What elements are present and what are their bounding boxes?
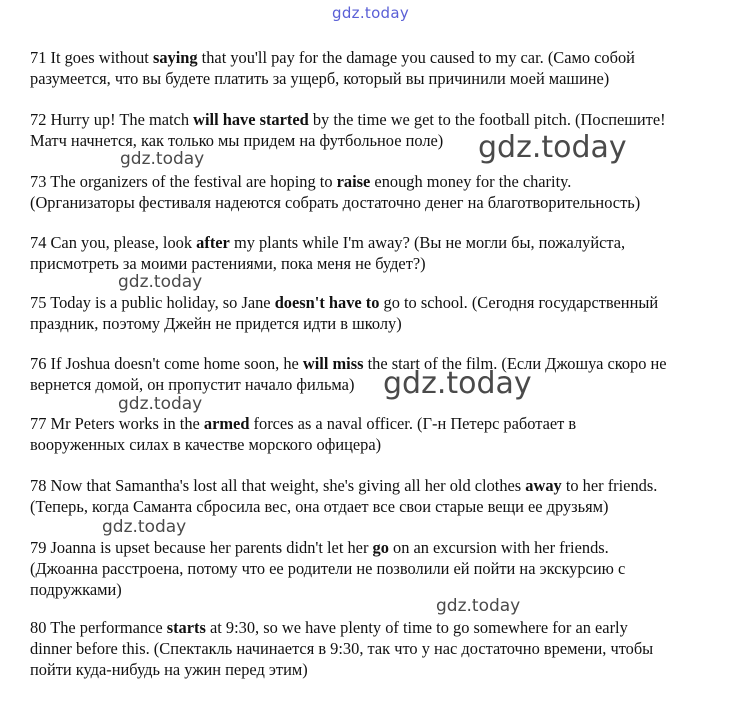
answer: raise [336,172,371,191]
translation: вернется домой, он пропустит начало фильма) [30,375,355,394]
answer: away [525,476,562,495]
exercise-item-73: 73 The organizers of the festival are hoping to raise enough money for the charity. (Организаторы фестиваля надеются собрать достаточно денег на благотворительность) [30,171,745,213]
translation-continued: подружками) [30,580,122,599]
item-number: 75 [30,293,47,312]
answer: doesn't have to [274,293,380,312]
translation: Матч начнется, как только мы придем на футбольное поле) [30,131,444,150]
watermark: gdz.today [120,149,205,169]
exercise-item-72: 72 Hurry up! The match will have started by the time we get to the football pitch. (Поспешите! Матч начнется, как только мы придем на футбольное поле) [30,109,745,151]
exercise-item-74: 74 Can you, please, look after my plants while I'm away? (Вы не могли бы, пожалуйста, присмотреть за моими растениями, пока меня не будет?) [30,232,745,274]
item-number: 79 [30,538,47,557]
item-number: 78 [30,476,47,495]
translation: (Организаторы фестиваля надеются собрать достаточно денег на благотворительность) [30,193,641,212]
watermark: gdz.today [102,517,187,537]
answer: after [196,233,230,252]
answer: will have started [193,110,309,129]
translation-continued: пойти куда-нибудь на ужин перед этим) [30,660,308,679]
exercise-item-80: 80 The performance starts at 9:30, so we have plenty of time to go somewhere for an early dinner before this. (Спектакль начинается в 9:30, так что у нас достаточно времени, чтобы пойти куда-нибудь на ужин перед этим) [30,617,745,680]
watermark-top: gdz.today [332,4,410,22]
item-number: 73 [30,172,47,191]
translation: (Теперь, когда Саманта сбросила вес, она отдает все свои старые вещи ее друзьям) [30,497,609,516]
item-number: 76 [30,354,47,373]
exercise-item-78: 78 Now that Samantha's lost all that weight, she's giving all her old clothes away to her friends. (Теперь, когда Саманта сбросила вес, она отдает все свои старые вещи ее друзьям) [30,475,745,517]
exercise-item-71: 71 It goes without saying that you'll pay for the damage you caused to my car. (Само собой разумеется, что вы будете платить за ущерб, который вы причинили моей машине) [30,47,745,89]
watermark: gdz.today [118,272,203,292]
translation: вооруженных силах в качестве морского офицера) [30,435,382,454]
translation: (Джоанна расстроена, потому что ее родители не позволили ей пойти на экскурсию с [30,559,626,578]
watermark: gdz.today [118,394,203,414]
translation: разумеется, что вы будете платить за ущерб, который вы причинили моей машине) [30,69,610,88]
translation: присмотреть за моими растениями, пока меня не будет?) [30,254,426,273]
translation: dinner before this. (Спектакль начинается в 9:30, так что у нас достаточно времени, чтобы [30,639,654,658]
item-number: 80 [30,618,47,637]
exercise-item-75: 75 Today is a public holiday, so Jane doesn't have to go to school. (Сегодня государственный праздник, поэтому Джейн не придется идти в школу) [30,292,745,334]
answer: starts [166,618,206,637]
item-number: 74 [30,233,47,252]
watermark: gdz.today [383,366,532,401]
translation: праздник, поэтому Джейн не придется идти в школу) [30,314,402,333]
watermark: gdz.today [436,596,521,616]
answer: go [372,538,389,557]
exercise-item-79: 79 Joanna is upset because her parents didn't let her go on an excursion with her friends. (Джоанна расстроена, потому что ее родители не позволили ей пойти на экскурсию с подружками) [30,537,745,600]
watermark: gdz.today [478,130,627,165]
exercise-item-77: 77 Mr Peters works in the armed forces as a naval officer. (Г-н Петерс работает в вооруженных силах в качестве морского офицера) [30,413,745,455]
item-number: 72 [30,110,47,129]
item-number: 77 [30,414,47,433]
answer: will miss [302,354,364,373]
answer: saying [152,48,198,67]
answer: armed [203,414,250,433]
item-number: 71 [30,48,47,67]
exercise-item-76: 76 If Joshua doesn't come home soon, he will miss the start of the film. (Если Джошуа скоро не вернется домой, он пропустит начало фильма) [30,353,745,395]
